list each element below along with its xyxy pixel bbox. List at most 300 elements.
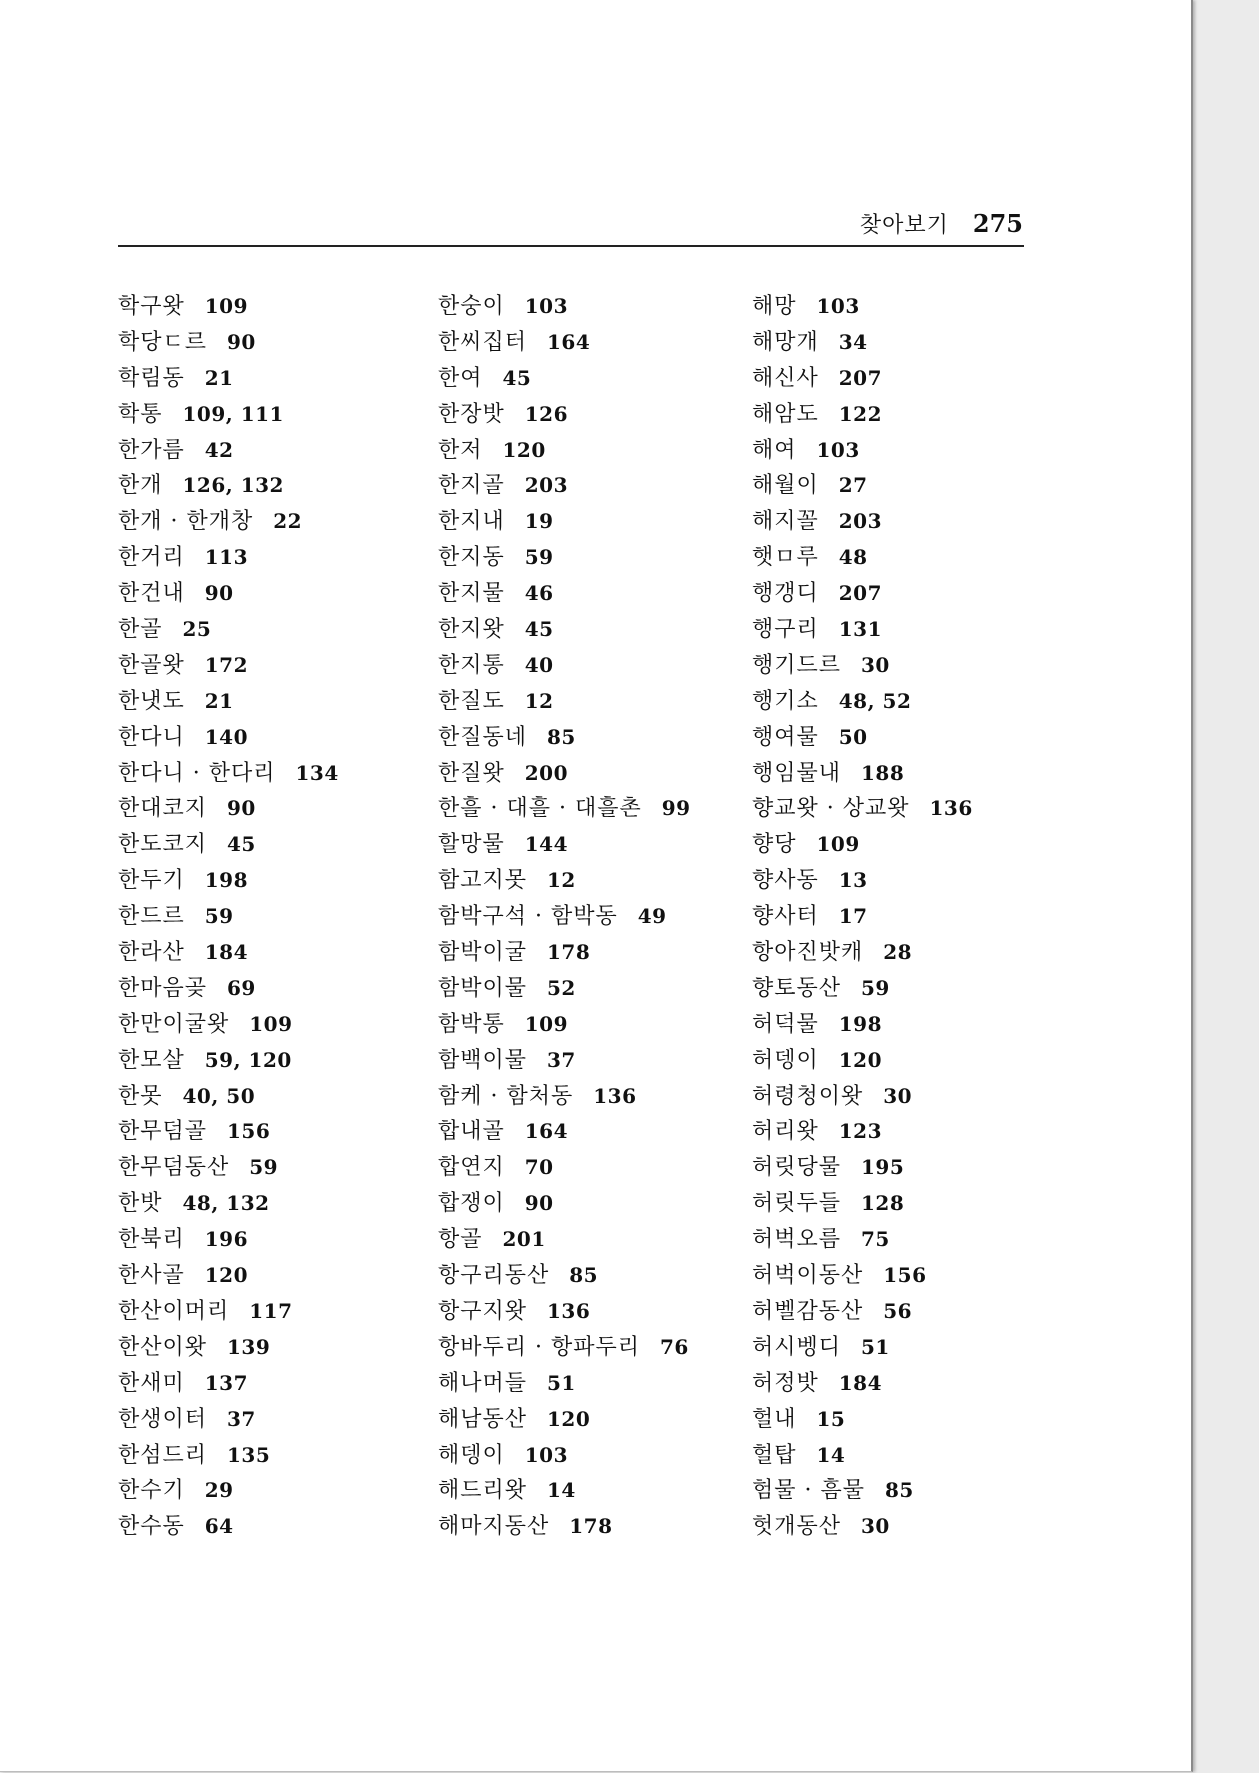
index-page-refs: 122: [838, 401, 883, 426]
index-term: 해나머들: [438, 1370, 528, 1396]
index-entry: [118, 899, 418, 935]
index-entry: [118, 720, 418, 756]
index-term: 한지골: [438, 473, 505, 499]
index-entry: [438, 1079, 738, 1115]
index-entry: [438, 1258, 738, 1294]
index-column-3: [752, 289, 1052, 1545]
index-term: 해신사: [752, 365, 819, 391]
index-term: 항바두리 · 항파두리: [438, 1334, 640, 1360]
index-page-refs: 45: [227, 832, 256, 857]
index-term: 행기소: [752, 688, 819, 714]
index-term: 한지내: [438, 509, 505, 535]
index-page-refs: 42: [204, 437, 234, 462]
index-page-refs: 69: [227, 975, 256, 1000]
index-page-refs: 48: [838, 545, 868, 570]
index-page-refs: 46: [524, 581, 554, 606]
index-term: 한마음곶: [118, 975, 208, 1001]
index-entry: [438, 1114, 738, 1150]
index-entry: [438, 791, 738, 827]
index-entry: [752, 468, 1052, 504]
index-term: 항아진밧캐: [752, 940, 864, 966]
index-page-refs: 103: [816, 294, 860, 318]
index-term: 한사골: [118, 1263, 185, 1289]
index-term: 함박구석 · 함박동: [438, 904, 618, 930]
index-page-refs: 109: [816, 832, 860, 857]
index-entry: [438, 361, 738, 397]
index-term: 항구지왓: [438, 1298, 528, 1324]
index-page-refs: 203: [524, 473, 569, 498]
index-entry: [118, 289, 418, 325]
index-page-refs: 103: [816, 437, 860, 462]
index-term: 한개 · 한개창: [118, 509, 254, 535]
index-entry: [438, 576, 738, 612]
index-page-refs: 85: [547, 724, 576, 749]
index-term: 한지물: [438, 581, 505, 607]
index-entry: [438, 1150, 738, 1186]
index-term: 함백이물: [438, 1047, 528, 1073]
index-term: 합쟁이: [438, 1191, 505, 1217]
index-term: 허정밧: [752, 1370, 819, 1396]
index-term: 함고지못: [438, 868, 528, 894]
index-term: 학통: [118, 401, 163, 427]
index-term: 함박이굴: [438, 940, 528, 966]
index-term: 항구리동산: [438, 1263, 550, 1289]
index-page-refs: 48, 52: [838, 688, 912, 713]
index-term: 한질도: [438, 688, 505, 714]
index-page-refs: 203: [838, 509, 883, 534]
index-entry: [118, 1186, 418, 1222]
index-entry: [438, 1402, 738, 1438]
index-page-refs: 140: [204, 724, 249, 749]
index-entry: [118, 684, 418, 720]
index-page-refs: 103: [524, 294, 569, 318]
index-term: 한새미: [118, 1370, 185, 1396]
index-entry: [752, 863, 1052, 899]
index-term: 해지꼴: [752, 509, 819, 535]
index-page-refs: 90: [204, 581, 234, 606]
index-entry: [118, 1114, 418, 1150]
index-page-refs: 85: [885, 1478, 914, 1503]
index-entry: [118, 1473, 418, 1509]
index-term: 한못: [118, 1083, 163, 1109]
index-term: 할망물: [438, 832, 505, 858]
index-page-refs: 90: [227, 329, 256, 354]
index-term: 허벅이동산: [752, 1263, 864, 1289]
index-page-refs: 25: [182, 617, 212, 642]
index-term: 행구리: [752, 617, 819, 643]
index-page-refs: 45: [524, 617, 554, 642]
index-page-refs: 90: [524, 1191, 554, 1216]
index-term: 헛개동산: [752, 1514, 842, 1540]
index-page-refs: 164: [524, 1119, 569, 1144]
index-page-refs: 59: [861, 975, 890, 1000]
index-entry: [438, 935, 738, 971]
index-page-refs: 56: [883, 1298, 913, 1323]
index-page-refs: 195: [861, 1155, 905, 1180]
index-page-refs: 113: [204, 545, 249, 570]
index-term: 항골: [438, 1227, 483, 1253]
index-term: 한무덤골: [118, 1119, 208, 1145]
index-entry: [438, 1366, 738, 1402]
index-page-refs: 123: [838, 1119, 883, 1144]
index-page-refs: 48, 132: [182, 1191, 270, 1216]
index-term: 한개: [118, 473, 163, 499]
index-page-refs: 90: [227, 796, 256, 821]
index-term: 향당: [752, 832, 797, 858]
index-term: 한질동네: [438, 724, 528, 750]
index-entry: [118, 1402, 418, 1438]
index-term: 해망: [752, 294, 797, 319]
index-term: 행여물: [752, 724, 819, 750]
index-page-refs: 135: [227, 1442, 271, 1467]
index-term: 해마지동산: [438, 1514, 550, 1540]
index-term: 향교왓 · 상교왓: [752, 796, 910, 822]
index-entry: [438, 899, 738, 935]
index-page-refs: 59: [524, 545, 554, 570]
index-entry: [752, 791, 1052, 827]
index-term: 한숭이: [438, 294, 505, 319]
index-entry: [752, 1258, 1052, 1294]
index-page-refs: 128: [861, 1191, 905, 1216]
index-entry: [438, 720, 738, 756]
index-page-refs: 27: [838, 473, 868, 498]
index-entry: [752, 1150, 1052, 1186]
index-term: 한질왓: [438, 760, 505, 786]
index-term: 한지동: [438, 545, 505, 571]
index-page-refs: 70: [524, 1155, 554, 1180]
index-page-refs: 75: [861, 1227, 890, 1252]
index-entry: [752, 827, 1052, 863]
index-entry: [752, 684, 1052, 720]
index-page-refs: 40: [524, 652, 554, 677]
index-entry: [752, 971, 1052, 1007]
index-entry: [438, 863, 738, 899]
index-page-refs: 196: [204, 1227, 249, 1252]
index-entry: [752, 289, 1052, 325]
index-entry: [118, 791, 418, 827]
index-page-refs: 12: [524, 688, 554, 713]
index-term: 한지왓: [438, 617, 505, 643]
index-term: 한산이머리: [118, 1298, 230, 1324]
index-entry: [438, 504, 738, 540]
index-term: 한장밧: [438, 401, 505, 427]
index-term: 한냇도: [118, 688, 185, 714]
index-page-refs: 126: [524, 401, 569, 426]
index-term: 헐탑: [752, 1442, 797, 1468]
index-term: 학림동: [118, 365, 185, 391]
index-term: 허릿당물: [752, 1155, 842, 1181]
index-entry: [118, 504, 418, 540]
index-entry: [752, 1007, 1052, 1043]
index-page-refs: 15: [816, 1406, 846, 1431]
index-entry: [118, 971, 418, 1007]
index-term: 한모살: [118, 1047, 185, 1073]
index-entry: [752, 1438, 1052, 1474]
index-page-refs: 188: [861, 760, 905, 785]
index-entry: [118, 1150, 418, 1186]
index-term: 한가름: [118, 437, 185, 463]
index-page-refs: 201: [502, 1227, 546, 1252]
index-entry: [438, 1438, 738, 1474]
index-term: 한라산: [118, 940, 185, 966]
index-page-refs: 21: [204, 365, 234, 390]
index-entry: [118, 827, 418, 863]
index-term: 한여: [438, 365, 483, 391]
index-page-refs: 139: [227, 1334, 271, 1359]
index-page-refs: 198: [838, 1011, 883, 1036]
index-term: 허덕물: [752, 1011, 819, 1037]
index-entry: [438, 612, 738, 648]
index-entry: [438, 1007, 738, 1043]
index-page-refs: 40, 50: [182, 1083, 256, 1108]
index-term: 허릿두들: [752, 1191, 842, 1217]
index-page-refs: 103: [524, 1442, 569, 1467]
index-term: 한수동: [118, 1514, 185, 1540]
index-entry: [118, 1258, 418, 1294]
index-term: 한만이굴왓: [118, 1011, 230, 1037]
index-page-refs: 156: [883, 1263, 927, 1288]
index-page-refs: 59: [249, 1155, 279, 1180]
index-entry: [118, 433, 418, 469]
index-term: 한씨집터: [438, 329, 528, 355]
index-term: 학구왓: [118, 294, 185, 319]
index-entry: [752, 397, 1052, 433]
index-page-refs: 29: [204, 1478, 234, 1503]
index-entry: [118, 863, 418, 899]
index-term: 한골: [118, 617, 163, 643]
index-page-refs: 144: [524, 832, 569, 857]
index-page-refs: 59, 120: [204, 1047, 292, 1072]
index-page-refs: 120: [502, 437, 546, 462]
index-term: 해여: [752, 437, 797, 463]
index-entry: [118, 1043, 418, 1079]
index-entry: [752, 504, 1052, 540]
index-entry: [752, 576, 1052, 612]
index-term: 해남동산: [438, 1406, 528, 1432]
index-page-refs: 12: [547, 868, 576, 893]
index-term: 해망개: [752, 329, 819, 355]
index-entry: [752, 1222, 1052, 1258]
index-entry: [438, 1330, 738, 1366]
index-page-refs: 30: [883, 1083, 913, 1108]
index-entry: [752, 935, 1052, 971]
index-term: 한섬드리: [118, 1442, 208, 1468]
index-term: 한산이왓: [118, 1334, 208, 1360]
index-term: 허령청이왓: [752, 1083, 864, 1109]
index-page-refs: 17: [838, 904, 868, 929]
index-term: 햇ㅁ루: [752, 545, 819, 571]
index-page-refs: 156: [227, 1119, 271, 1144]
index-entry: [438, 1043, 738, 1079]
index-page-refs: 14: [816, 1442, 846, 1467]
index-page-refs: 30: [861, 652, 890, 677]
index-entry: [118, 1222, 418, 1258]
index-page-refs: 14: [547, 1478, 576, 1503]
index-entry: [118, 1007, 418, 1043]
index-term: 헐내: [752, 1406, 797, 1432]
index-entry: [752, 720, 1052, 756]
index-term: 행기드르: [752, 652, 842, 678]
index-entry: [438, 684, 738, 720]
index-page-refs: 85: [569, 1263, 599, 1288]
index-entry: [752, 361, 1052, 397]
index-entry: [752, 1043, 1052, 1079]
index-term: 합내골: [438, 1119, 505, 1145]
index-page-refs: 164: [547, 329, 591, 354]
index-page-refs: 30: [861, 1514, 890, 1539]
index-entry: [438, 1509, 738, 1545]
index-term: 행갱디: [752, 581, 819, 607]
index-entry: [118, 1294, 418, 1330]
index-entry: [118, 1079, 418, 1115]
index-term: 한도코지: [118, 832, 208, 858]
index-entry: [438, 1186, 738, 1222]
index-page-refs: 37: [227, 1406, 256, 1431]
index-page-refs: 45: [502, 365, 532, 390]
index-term: 허뎅이: [752, 1047, 819, 1073]
index-entry: [438, 433, 738, 469]
index-entry: [752, 1473, 1052, 1509]
index-term: 함박통: [438, 1011, 505, 1037]
index-page-refs: 137: [204, 1370, 249, 1395]
index-entry: [118, 612, 418, 648]
index-entry: [438, 289, 738, 325]
index-entry: [118, 1366, 418, 1402]
index-term: 해뎅이: [438, 1442, 505, 1468]
index-page-refs: 51: [547, 1370, 576, 1395]
index-page-refs: 13: [838, 868, 868, 893]
index-entry: [752, 756, 1052, 792]
index-page-refs: 51: [861, 1334, 890, 1359]
index-entry: [118, 361, 418, 397]
index-term: 한골왓: [118, 652, 185, 678]
index-page-refs: 178: [547, 940, 591, 965]
index-term: 합연지: [438, 1155, 505, 1181]
index-entry: [438, 540, 738, 576]
index-term: 한다니: [118, 724, 185, 750]
index-term: 한북리: [118, 1227, 185, 1253]
index-page-refs: 109, 111: [182, 401, 284, 426]
index-term: 한건내: [118, 581, 185, 607]
index-entry: [752, 1294, 1052, 1330]
index-term: 한대코지: [118, 796, 208, 822]
index-term: 허시벵디: [752, 1334, 842, 1360]
index-entry: [752, 899, 1052, 935]
index-page-refs: 207: [838, 365, 883, 390]
index-page-refs: 131: [838, 617, 883, 642]
index-entry: [118, 540, 418, 576]
index-page-refs: 184: [838, 1370, 883, 1395]
index-entry: [752, 1079, 1052, 1115]
index-entry: [438, 971, 738, 1007]
index-term: 험물 · 흠물: [752, 1478, 865, 1504]
index-entry: [118, 648, 418, 684]
index-page-refs: 117: [249, 1298, 293, 1323]
index-entry: [438, 325, 738, 361]
index-term: 한밧: [118, 1191, 163, 1217]
index-entry: [752, 648, 1052, 684]
index-page-refs: 76: [660, 1334, 689, 1359]
index-entry: [118, 397, 418, 433]
index-page-refs: 126, 132: [182, 473, 284, 498]
index-entry: [752, 1366, 1052, 1402]
index-page-refs: 134: [295, 760, 339, 785]
index-term: 향토동산: [752, 975, 842, 1001]
index-term: 한두기: [118, 868, 185, 894]
index-page-refs: 198: [204, 868, 249, 893]
index-page-refs: 19: [524, 509, 554, 534]
index-term: 행임물내: [752, 760, 842, 786]
index-page-refs: 37: [547, 1047, 576, 1072]
index-entry: [118, 756, 418, 792]
index-term: 한수기: [118, 1478, 185, 1504]
index-entry: [752, 612, 1052, 648]
index-entry: [118, 1509, 418, 1545]
index-term: 허벅오름: [752, 1227, 842, 1253]
index-term: 한지통: [438, 652, 505, 678]
index-entry: [752, 325, 1052, 361]
index-entry: [438, 1473, 738, 1509]
index-term: 한거리: [118, 545, 185, 571]
index-entry: [438, 468, 738, 504]
index-term: 함케 · 함처동: [438, 1083, 574, 1109]
index-page-refs: 52: [547, 975, 576, 1000]
index-term: 한다니 · 한다리: [118, 760, 276, 786]
index-entry: [118, 576, 418, 612]
index-column-2: [438, 289, 738, 1545]
index-entry: [752, 1186, 1052, 1222]
index-entry: [438, 1222, 738, 1258]
index-page-refs: 109: [249, 1011, 293, 1036]
index-entry: [752, 1402, 1052, 1438]
index-entry: [752, 1509, 1052, 1545]
index-page-refs: 109: [524, 1011, 569, 1036]
index-entry: [438, 756, 738, 792]
index-term: 향사터: [752, 904, 819, 930]
index-term: 해드리왓: [438, 1478, 528, 1504]
index-term: 허벨감동산: [752, 1298, 864, 1324]
running-head: [0, 208, 1023, 239]
index-entry: [438, 1294, 738, 1330]
index-term: 한저: [438, 437, 483, 463]
index-entry: [118, 325, 418, 361]
index-page-refs: 21: [204, 688, 234, 713]
index-entry: [752, 1114, 1052, 1150]
index-term: 한무덤동산: [118, 1155, 230, 1181]
index-page-refs: 50: [838, 724, 868, 749]
index-page-refs: 172: [204, 652, 249, 677]
index-term: 한드르: [118, 904, 185, 930]
index-term: 해암도: [752, 401, 819, 427]
index-page-refs: 120: [204, 1263, 249, 1288]
index-entry: [752, 540, 1052, 576]
index-column-1: [118, 289, 418, 1545]
index-term: 해월이: [752, 473, 819, 499]
index-term: 허리왓: [752, 1119, 819, 1145]
index-entry: [118, 935, 418, 971]
index-entry: [752, 433, 1052, 469]
index-page-refs: 178: [569, 1514, 613, 1539]
index-entry: [118, 468, 418, 504]
index-entry: [438, 397, 738, 433]
index-term: 향사동: [752, 868, 819, 894]
index-term: 한흘 · 대흘 · 대흘촌: [438, 796, 642, 822]
index-entry: [438, 648, 738, 684]
index-page-refs: 49: [637, 904, 667, 929]
index-page-refs: 136: [547, 1298, 591, 1323]
index-page-refs: 64: [204, 1514, 234, 1539]
header-rule: [118, 245, 1024, 247]
